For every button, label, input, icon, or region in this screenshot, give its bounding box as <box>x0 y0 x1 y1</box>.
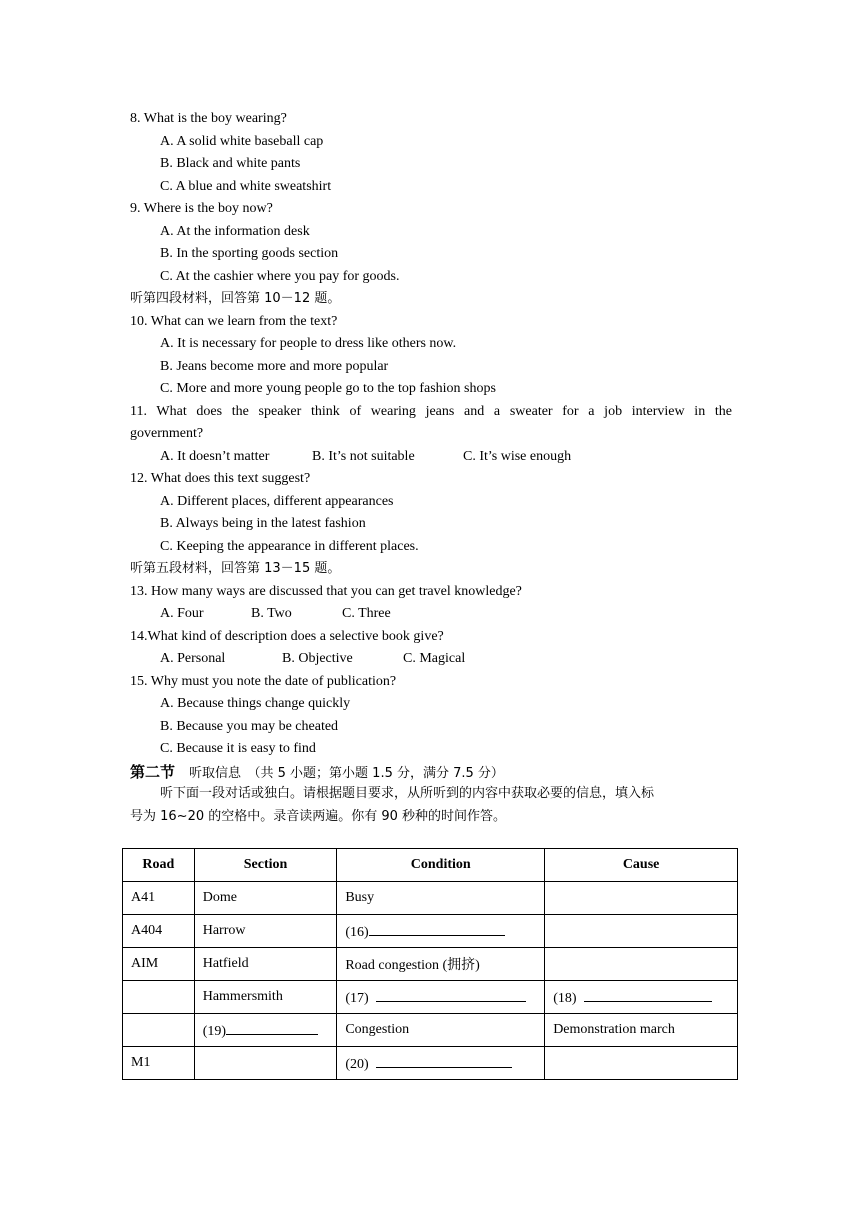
table-row <box>123 882 738 915</box>
cell-section <box>194 1047 337 1080</box>
option-12a: A. Different places, different appearances <box>160 493 394 509</box>
option-9c: C. At the cashier where you pay for goods. <box>160 268 400 284</box>
answer-blank-17[interactable] <box>376 987 526 1002</box>
question-9: 9. Where is the boy now? <box>130 201 273 216</box>
option-8b: B. Black and white pants <box>160 156 301 171</box>
cell-road <box>123 1014 195 1047</box>
cell-cause: Demonstration march <box>545 1014 738 1047</box>
section2-subtitle: 听取信息 （共 5 小题；第小题 1.5 分，满分 7.5 分） <box>189 765 504 781</box>
blank-label: (20) <box>345 1057 369 1072</box>
section2-instruction-2: 号为 16~20 的空格中。录音读两遍。你有 90 秒种的时间作答。 <box>130 808 507 824</box>
options-11 <box>130 446 732 469</box>
question-8: 8. What is the boy wearing? <box>130 111 287 126</box>
question-15: 15. Why must you note the date of publication? <box>130 673 397 689</box>
cell-cause <box>545 1047 738 1080</box>
cell-road: AIM <box>123 948 195 981</box>
option-11a: A. It doesn’t matter <box>160 448 270 464</box>
cell-road: A404 <box>123 915 195 948</box>
blank-label: (19) <box>202 1024 227 1039</box>
cell-section: Hatfield <box>194 948 337 981</box>
option-10c: C. More and more young people go to the top fashion shops <box>160 381 496 396</box>
cell-cause <box>545 915 738 948</box>
option-14b: B. Objective <box>282 651 353 666</box>
answer-blank-18[interactable] <box>584 987 712 1002</box>
header-road: Road <box>123 849 195 882</box>
cell-section: Harrow <box>194 915 337 948</box>
section2-heading <box>130 761 732 784</box>
answer-blank-16[interactable] <box>369 921 505 936</box>
option-15a: A. Because things change quickly <box>160 696 351 711</box>
question-13: 13. How many ways are discussed that you can get travel knowledge? <box>130 583 522 599</box>
option-12c: C. Keeping the appearance in different places. <box>160 538 419 554</box>
cell-condition: Congestion <box>337 1014 545 1047</box>
option-13b: B. Two <box>251 606 292 621</box>
blank-label: (16) <box>345 925 369 940</box>
options-14 <box>130 648 732 671</box>
traffic-table <box>122 848 738 1080</box>
question-12: 12. What does this text suggest? <box>130 471 311 486</box>
cell-section: Hammersmith <box>194 981 337 1014</box>
header-cause: Cause <box>545 849 738 882</box>
header-section: Section <box>194 849 337 882</box>
cell-cause <box>545 948 738 981</box>
part5-instruction: 听第五段材料，回答第 13－15 题。 <box>130 561 341 576</box>
table-row <box>123 948 738 981</box>
blank-label: (17) <box>345 991 369 1006</box>
cell-section: Dome <box>194 882 337 915</box>
header-condition: Condition <box>337 849 545 882</box>
option-15b: B. Because you may be cheated <box>160 718 339 734</box>
table-row <box>123 1014 738 1047</box>
option-11c: C. It’s wise enough <box>463 448 572 464</box>
part4-instruction: 听第四段材料，回答第 10－12 题。 <box>130 291 341 306</box>
section2-instruction-1: 听下面一段对话或独白。请根据题目要求，从所听到的内容中获取必要的信息，填入标 <box>160 786 655 801</box>
question-11-line1: 11. What does the speaker think of wearing jeans and a sweater for a job interview in the <box>130 403 732 419</box>
cell-road: A41 <box>123 882 195 915</box>
answer-blank-20[interactable] <box>376 1053 512 1068</box>
option-9b: B. In the sporting goods section <box>160 246 339 261</box>
table-row <box>123 1047 738 1080</box>
option-14c: C. Magical <box>403 651 466 666</box>
cell-section <box>194 1014 337 1047</box>
option-12b: B. Always being in the latest fashion <box>160 516 366 531</box>
option-10b: B. Jeans become more and more popular <box>160 358 389 374</box>
option-8a: A. A solid white baseball cap <box>160 133 324 149</box>
cell-road: M1 <box>123 1047 195 1080</box>
table-row <box>123 915 738 948</box>
option-8c: C. A blue and white sweatshirt <box>160 178 332 194</box>
option-14a: A. Personal <box>160 651 226 666</box>
question-11-line2: government? <box>130 426 204 441</box>
cell-cause <box>545 882 738 915</box>
document-body <box>130 108 732 828</box>
option-11b: B. It’s not suitable <box>312 448 415 464</box>
cell-condition: Busy <box>337 882 545 915</box>
option-10a: A. It is necessary for people to dress like others now. <box>160 336 457 351</box>
cell-cause <box>545 981 738 1014</box>
option-9a: A. At the information desk <box>160 223 310 239</box>
answer-blank-19[interactable] <box>226 1020 318 1035</box>
table-header-row <box>123 849 738 882</box>
section2-title: 第二节 <box>130 762 176 781</box>
blank-label: (18) <box>553 991 577 1006</box>
cell-road <box>123 981 195 1014</box>
cell-condition: Road congestion (拥挤) <box>337 948 545 981</box>
option-13c: C. Three <box>342 606 391 621</box>
option-13a: A. Four <box>160 606 204 621</box>
question-10: 10. What can we learn from the text? <box>130 313 338 329</box>
option-15c: C. Because it is easy to find <box>160 741 316 756</box>
options-13 <box>130 603 732 626</box>
cell-condition <box>337 915 545 948</box>
cell-condition <box>337 981 545 1014</box>
cell-condition <box>337 1047 545 1080</box>
question-14: 14.What kind of description does a selective book give? <box>130 628 444 644</box>
table-row <box>123 981 738 1014</box>
